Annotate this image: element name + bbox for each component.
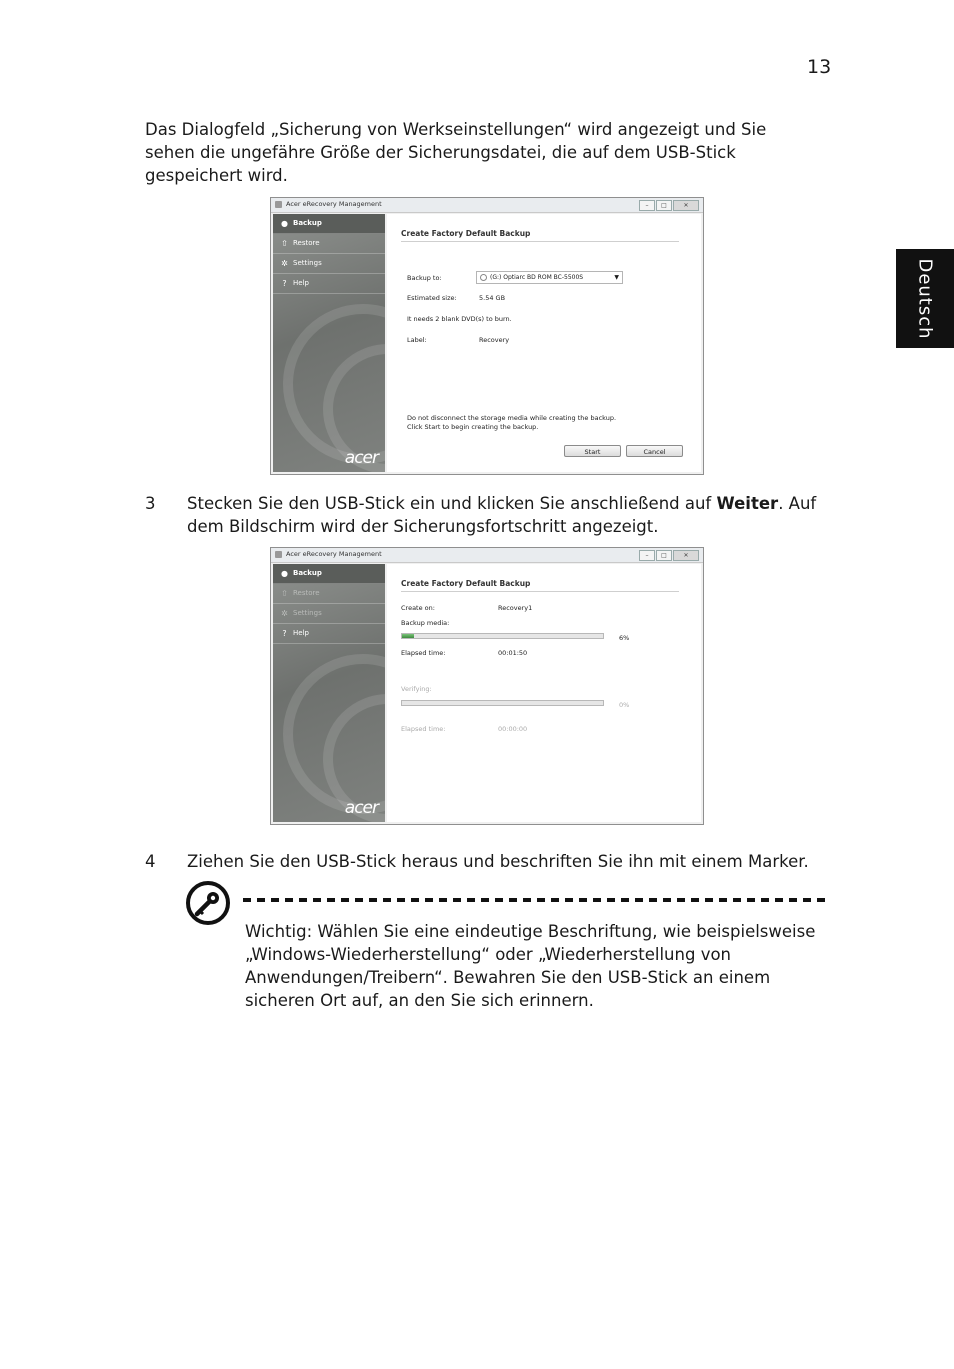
elapsed-time-value: 00:01:50 xyxy=(498,649,528,657)
sidebar xyxy=(273,214,385,472)
app-icon xyxy=(275,201,282,208)
app-icon xyxy=(275,551,282,558)
restore-icon: ⇧ xyxy=(281,239,288,248)
step-3-bold: Weiter xyxy=(716,494,779,513)
maximize-icon[interactable]: □ xyxy=(656,200,672,211)
intro-paragraph: Das Dialogfeld „Sicherung von Werkseinstellungen“ wird angezeigt und Sie sehen die ungefähre Größe der Sicherungsdatei, die auf dem USB-Stick gespeichert wird. xyxy=(145,120,767,185)
help-icon: ? xyxy=(282,279,287,288)
step-4-number: 4 xyxy=(145,852,156,871)
page-number: 13 xyxy=(807,56,832,78)
gear-icon: ✲ xyxy=(281,609,288,618)
screenshot-progress-dialog xyxy=(270,547,704,825)
backup-progress-fill xyxy=(402,634,414,638)
sidebar xyxy=(273,564,385,822)
backup-media-label: Backup media: xyxy=(401,619,450,627)
window-controls xyxy=(638,200,699,211)
nav-settings[interactable]: ✲ Settings xyxy=(273,604,385,624)
step-3-text-before: Stecken Sie den USB-Stick ein und klicken Sie anschließend auf xyxy=(187,494,717,513)
minimize-icon[interactable]: – xyxy=(639,550,655,561)
warning-line-1: Do not disconnect the storage media while creating the backup. xyxy=(407,414,617,422)
verifying-label: Verifying: xyxy=(401,685,432,693)
window-title: Acer eRecovery Management xyxy=(286,200,382,208)
restore-icon: ⇧ xyxy=(281,589,288,598)
title-divider xyxy=(401,241,679,242)
backup-to-label: Backup to: xyxy=(407,274,442,282)
key-icon xyxy=(185,880,231,926)
acer-logo: acer xyxy=(344,798,378,818)
window-controls xyxy=(638,550,699,561)
content-title: Create Factory Default Backup xyxy=(401,229,531,238)
backup-icon: ● xyxy=(281,219,288,228)
acer-logo: acer xyxy=(344,448,378,468)
elapsed-time-2-label: Elapsed time: xyxy=(401,725,446,733)
warning-line-2: Click Start to begin creating the backup. xyxy=(407,423,539,431)
content-title: Create Factory Default Backup xyxy=(401,579,531,588)
note-bold: Wichtig xyxy=(245,922,307,941)
maximize-icon[interactable]: □ xyxy=(656,550,672,561)
estimated-size-label: Estimated size: xyxy=(407,294,457,302)
window-title: Acer eRecovery Management xyxy=(286,550,382,558)
important-note xyxy=(245,920,835,1012)
nav-help[interactable]: ? Help xyxy=(273,274,385,294)
title-divider xyxy=(401,591,679,592)
minimize-icon[interactable]: – xyxy=(639,200,655,211)
help-icon: ? xyxy=(282,629,287,638)
backup-icon: ● xyxy=(281,569,288,578)
step-3-text xyxy=(187,492,837,538)
chevron-down-icon: ▼ xyxy=(614,274,619,281)
nav-help[interactable]: ? Help xyxy=(273,624,385,644)
label-label: Label: xyxy=(407,336,427,344)
create-on-value: Recovery1 xyxy=(498,604,533,612)
nav-backup[interactable]: ● Backup xyxy=(273,564,385,584)
window-titlebar xyxy=(271,198,703,213)
step-3-number: 3 xyxy=(145,494,156,513)
close-icon[interactable]: ✕ xyxy=(673,550,699,561)
nav-settings[interactable]: ✲ Settings xyxy=(273,254,385,274)
disc-icon xyxy=(480,274,487,281)
elapsed-time-2-value: 00:00:00 xyxy=(498,725,528,733)
backup-to-value: (G:) Optiarc BD ROM BC-5500S xyxy=(490,274,584,281)
dvd-note: It needs 2 blank DVD(s) to burn. xyxy=(407,315,512,323)
nav-restore[interactable]: ⇧ Restore xyxy=(273,234,385,254)
screenshot-backup-dialog xyxy=(270,197,704,475)
language-side-tab xyxy=(896,249,954,348)
step-3-text-after: . Auf dem Bildschirm wird der Sicherungsfortschritt angezeigt. xyxy=(187,494,817,536)
side-tab-label: Deutsch xyxy=(914,257,936,340)
note-divider xyxy=(243,898,827,902)
verify-percent: 0% xyxy=(619,701,630,709)
start-button[interactable]: Start xyxy=(564,445,621,457)
gear-icon: ✲ xyxy=(281,259,288,268)
create-on-label: Create on: xyxy=(401,604,435,612)
nav-backup[interactable]: ● Backup xyxy=(273,214,385,234)
elapsed-time-label: Elapsed time: xyxy=(401,649,446,657)
content-panel xyxy=(387,564,701,822)
backup-to-dropdown[interactable] xyxy=(476,271,623,284)
verify-progress-bar xyxy=(401,700,604,706)
estimated-size-value: 5.54 GB xyxy=(479,294,506,302)
backup-progress-bar xyxy=(401,633,604,639)
label-value: Recovery xyxy=(479,336,510,344)
close-icon[interactable]: ✕ xyxy=(673,200,699,211)
step-4-text: Ziehen Sie den USB-Stick heraus und beschriften Sie ihn mit einem Marker. xyxy=(187,852,809,871)
content-panel xyxy=(387,214,701,472)
note-text: : Wählen Sie eine eindeutige Beschriftung, wie beispielsweise „Windows-Wiederherstellung“ oder „Wiederherstellung von Anwendungen/Treibern“. Bewahren Sie den USB-Stick an einem sicheren Ort auf, an den Sie sich erinnern. xyxy=(245,922,816,1010)
window-titlebar xyxy=(271,548,703,563)
backup-percent: 6% xyxy=(619,634,630,642)
nav-restore[interactable]: ⇧ Restore xyxy=(273,584,385,604)
cancel-button[interactable]: Cancel xyxy=(626,445,683,457)
